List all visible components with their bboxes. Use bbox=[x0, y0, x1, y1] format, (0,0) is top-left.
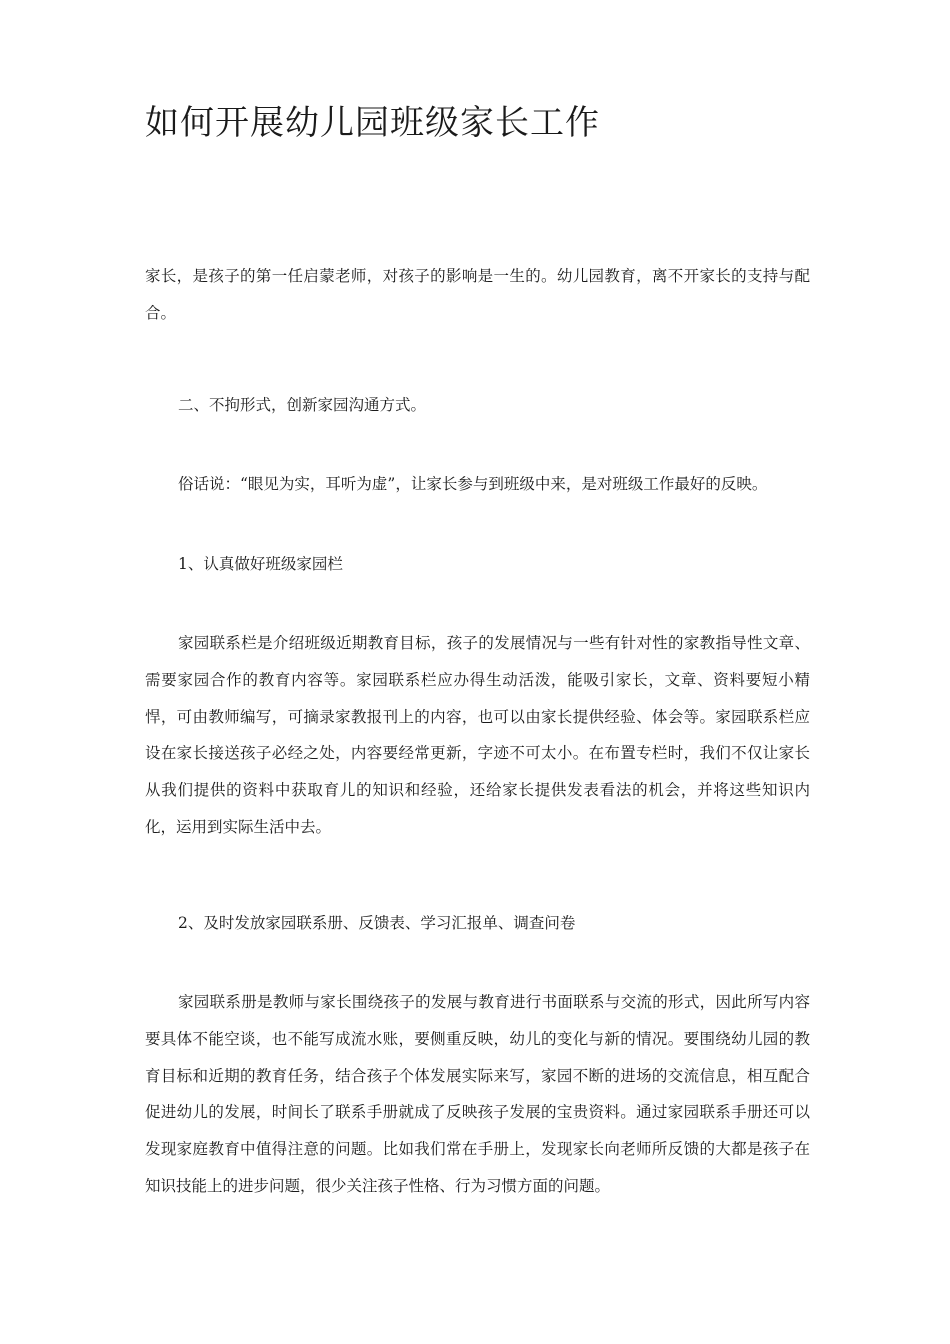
subheading-one: 1、认真做好班级家园栏 bbox=[178, 555, 343, 573]
subheading-two: 2、及时发放家园联系册、反馈表、学习汇报单、调查问卷 bbox=[178, 914, 576, 932]
section-heading-two: 二、不拘形式，创新家园沟通方式。 bbox=[178, 396, 427, 414]
paragraph-intro: 家长，是孩子的第一任启蒙老师，对孩子的影响是一生的。幼儿园教育，离不开家长的支持与配合。 bbox=[145, 267, 810, 322]
paragraph-home-school-board: 家园联系栏是介绍班级近期教育目标，孩子的发展情况与一些有针对性的家教指导性文章、需要家园合作的教育内容等。家园联系栏应办得生动活泼，能吸引家长，文章、资料要短小精悍，可由教师编写，可摘录家教报刊上的内容，也可以由家长提供经验、体会等。家园联系栏应设在家长接送孩子必经之处，内容要经常更新，字迹不可太小。在布置专栏时，我们不仅让家长从我们提供的资料中获取育儿的知识和经验，还给家长提供发表看法的机会，并将这些知识内化，运用到实际生活中去。 bbox=[145, 634, 810, 836]
paragraph-contact-book: 家园联系册是教师与家长围绕孩子的发展与教育进行书面联系与交流的形式，因此所写内容要具体不能空谈，也不能写成流水账，要侧重反映，幼儿的变化与新的情况。要围绕幼儿园的教育目标和近期的教育任务，结合孩子个体发展实际来写，家园不断的进场的交流信息，相互配合促进幼儿的发展，时间长了联系手册就成了反映孩子发展的宝贵资料。通过家园联系手册还可以发现家庭教育中值得注意的问题。比如我们常在手册上，发现家长向老师所反馈的大都是孩子在知识技能上的进步问题，很少关注孩子性格、行为习惯方面的问题。 bbox=[145, 993, 810, 1195]
paragraph-proverb: 俗话说：“眼见为实，耳听为虚”，让家长参与到班级中来，是对班级工作最好的反映。 bbox=[178, 475, 768, 493]
document-title: 如何开展幼儿园班级家长工作 bbox=[145, 103, 600, 143]
